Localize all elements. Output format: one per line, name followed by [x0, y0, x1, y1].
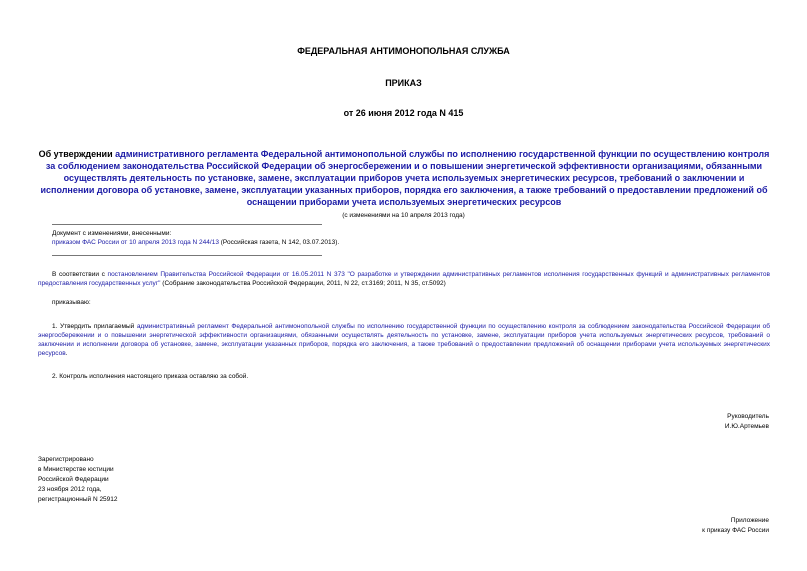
registration-line-1: Зарегистрировано [38, 456, 94, 463]
appendix-line-1: Приложение [730, 517, 769, 524]
signature-position: Руководитель [727, 413, 769, 420]
para1-suffix: (Собрание законодательства Российской Федерации, 2011, N 22, ст.3169; 2011, N 35, ст.5092) [160, 280, 446, 287]
revision-note: (с изменениями на 10 апреля 2013 года) [342, 212, 465, 219]
agency-heading: ФЕДЕРАЛЬНАЯ АНТИМОНОПОЛЬНАЯ СЛУЖБА [297, 46, 510, 56]
divider-bottom [52, 255, 322, 256]
para1-prefix: В соответствии с [52, 271, 108, 278]
registration-line-4: 23 ноября 2012 года, [38, 486, 102, 493]
changes-entry [52, 238, 652, 247]
changes-suffix: (Российская газета, N 142, 03.07.2013). [218, 239, 340, 246]
item1-prefix: 1. Утвердить прилагаемый [52, 323, 137, 330]
appendix-line-2: к приказу ФАС России [702, 527, 769, 534]
registration-line-2: в Министерстве юстиции [38, 466, 114, 473]
orders-line: приказываю: [52, 299, 91, 306]
title-prefix: Об утверждении [38, 149, 116, 159]
item1-suffix: . [65, 350, 68, 357]
registration-line-3: Российской Федерации [38, 476, 109, 483]
doc-type-heading: ПРИКАЗ [385, 78, 422, 88]
signature-name: И.Ю.Артемьев [724, 423, 769, 430]
title-link[interactable]: административного регламента Федеральной антимонопольной службы по исполнению государственной функции по осуществлению контроля за соблюдением законодательства Российской Федерации об энергосбережении и о повышении энергетической эффективности организациями, обязанными осуществлять деятельность по установке, замене, эксплуатации приборов учета используемых энергетических ресурсов, требований о заключении и исполнении договора об установке, замене, эксплуатации указанных приборов, порядка его заключения, а также требований о предоставлении предложений об оснащении приборами учета используемых энергетических ресурсов [40, 149, 770, 207]
changes-label: Документ с изменениями, внесенными: [52, 230, 172, 237]
document-title [38, 148, 770, 208]
item1-link[interactable]: административный регламент Федеральной антимонопольной службы по исполнению государственной функции по осуществлению контроля за соблюдением законодательства Российской Федерации об энергосбережении и о повышении энергетической эффективности организациями, обязанными осуществлять деятельность по установке, замене, эксплуатации приборов учета используемых энергетических ресурсов, требований о заключении и исполнении договора об установке, замене, эксплуатации указанных приборов, порядка его заключения, а также требований о предоставлении предложений об оснащении приборами учета используемых энергетических ресурсов [38, 323, 770, 357]
changes-link[interactable]: приказом ФАС России от 10 апреля 2013 года N 244/13 [52, 239, 219, 246]
registration-line-5: регистрационный N 25912 [38, 496, 118, 503]
item-1 [38, 322, 770, 358]
paragraph-basis [38, 270, 770, 288]
para1-link[interactable]: постановлением Правительства Российской Федерации от 16.05.2011 N 373 "О разработке и утверждении административных регламентов исполнения государственных функций и административных регламентов предоставления государственных услуг" [38, 271, 770, 287]
date-number-heading: от 26 июня 2012 года N 415 [343, 108, 464, 118]
divider-top [52, 224, 322, 225]
item-2: 2. Контроль исполнения настоящего приказа оставляю за собой. [52, 373, 249, 380]
